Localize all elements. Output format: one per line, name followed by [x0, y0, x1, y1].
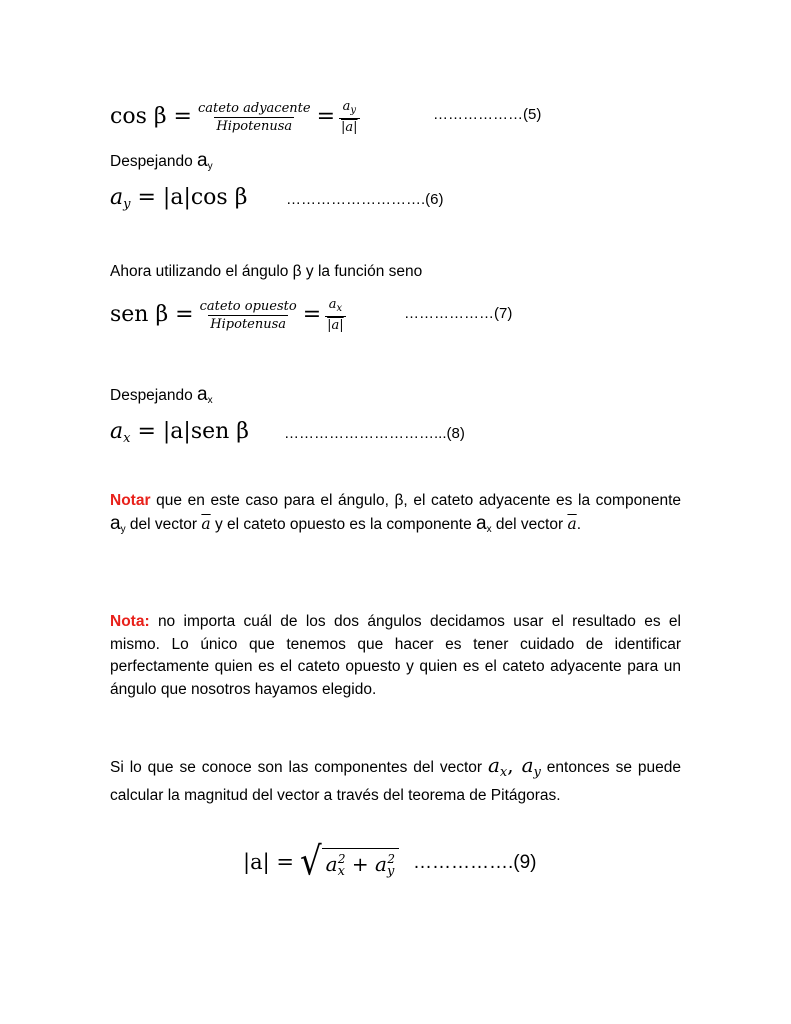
eq7-numerator-2 — [327, 298, 344, 316]
despejando-ax-sub: x — [207, 395, 213, 406]
eq9-t1sub: x — [337, 864, 345, 879]
pitagoras-m2: a — [521, 753, 534, 777]
eq5-denominator-2 — [339, 118, 360, 134]
eq9-t2: a — [375, 852, 387, 876]
eq6-lhs-sub: y — [123, 197, 131, 212]
eq9-lhs: |a| = — [243, 850, 294, 874]
eq7-number: ………………(7) — [404, 305, 513, 322]
equation-8 — [110, 421, 249, 445]
notar-part2: del vector — [125, 515, 202, 533]
eq5-den2: |a| — [341, 120, 358, 135]
eq5-denominator-1: Hipotenusa — [216, 118, 293, 134]
equation-7 — [110, 293, 350, 337]
nota-text: no importa cuál de los dos ángulos decidamos usar el resultado es el mismo. Lo único que tenemos que hacer es tener cuidado de identificar perfectamente quien es el cateto opuesto y quien es el cateto adyacente para un ángulo que nosotros hayamos elegido. — [110, 613, 681, 698]
pitagoras-ay — [521, 753, 541, 780]
notar-s2: x — [486, 523, 492, 535]
pitagoras-paragraph — [110, 754, 681, 807]
eq8-number: …………………………...(8) — [284, 425, 465, 442]
despejando-ay-var: a — [197, 150, 208, 171]
notar-part4: del vector — [491, 515, 568, 533]
nota-paragraph — [110, 611, 681, 701]
pitagoras-part2: entonces se puede calcular la magnitud del vector a través del teorema de Pitágoras. — [110, 759, 681, 804]
eq9-plus: + — [345, 852, 376, 876]
pitagoras-m2s: y — [533, 765, 541, 780]
eq5-numerator-2 — [341, 100, 358, 118]
eq5-number: ………………(5) — [433, 106, 542, 123]
eq9-t2sup: 2 — [387, 852, 395, 866]
eq6-lhs-base: a — [110, 185, 124, 210]
equation-5 — [110, 95, 364, 139]
notar-label: Notar — [110, 492, 151, 509]
notar-a1: a — [110, 512, 121, 534]
eq5-fraction-2 — [339, 100, 360, 134]
notar-part1: que en este caso para el ángulo, β, el cateto adyacente es la componente — [150, 492, 681, 509]
notar-paragraph — [110, 490, 681, 541]
nota-label: Nota: — [110, 613, 150, 630]
despejando-ax — [110, 384, 213, 413]
eq8-rhs: = |a|sen β — [137, 419, 250, 444]
despejando-ay-sub: y — [207, 161, 213, 172]
despejando-ax-text: Despejando — [110, 387, 198, 404]
eq9-t2sub: y — [386, 864, 395, 879]
eq5-num2-sub: y — [350, 105, 356, 116]
pitagoras-part1: Si lo que se conoce son las componentes del vector — [110, 759, 488, 776]
eq5-lhs: cos β = — [110, 104, 192, 129]
eq9-t1sup: 2 — [337, 852, 346, 866]
eq7-lhs: sen β = — [110, 302, 194, 327]
notar-a2: a — [476, 512, 487, 534]
eq7-den2: |a| — [327, 318, 344, 333]
notar-vector: $\overline{a}$ — [201, 514, 211, 533]
equation-9 — [243, 836, 399, 888]
eq7-denominator-1: Hipotenusa — [210, 316, 287, 332]
eq7-equals: = — [302, 302, 322, 327]
notar-s1: y — [120, 523, 126, 535]
eq6-number: ……………………….(6) — [286, 191, 444, 208]
notar-vector-2: $\overline{a}$ — [567, 514, 577, 533]
eq9-sqrt — [299, 839, 399, 885]
eq7-numerator-1: cateto opuesto — [199, 298, 297, 314]
notar-part3: y el cateto opuesto es la componente — [210, 515, 477, 533]
eq8-lhs-base: a — [110, 419, 124, 444]
despejando-ax-var: a — [197, 384, 208, 405]
eq5-equals: = — [316, 104, 336, 129]
eq9-number: …………….(9) — [413, 852, 537, 873]
sqrt-icon: √ — [299, 839, 322, 885]
eq9-t1: a — [325, 852, 338, 876]
eq5-numerator-1: cateto adyacente — [198, 100, 311, 116]
eq8-lhs-sub: x — [123, 431, 131, 446]
despejando-ay — [110, 150, 213, 179]
pitagoras-m1: a — [487, 753, 500, 777]
notar-end: . — [576, 515, 581, 533]
pitagoras-comma: , — [507, 753, 522, 777]
eq7-fraction-1 — [198, 300, 299, 331]
pitagoras-m1s: x — [499, 765, 508, 780]
eq7-fraction-2 — [325, 298, 346, 332]
eq5-fraction-1 — [196, 102, 313, 133]
eq5-num2-base: a — [342, 99, 351, 114]
eq9-radicand — [322, 848, 399, 879]
despejando-ay-text: Despejando — [110, 153, 198, 170]
eq7-num2-base: a — [328, 297, 337, 312]
eq7-denominator-2 — [325, 316, 346, 332]
eq7-num2-sub: x — [336, 303, 343, 314]
equation-6 — [110, 187, 247, 211]
intro-sen: Ahora utilizando el ángulo β y la función seno — [110, 263, 423, 280]
pitagoras-ax — [487, 753, 508, 780]
eq6-rhs: = |a|cos β — [137, 185, 248, 210]
